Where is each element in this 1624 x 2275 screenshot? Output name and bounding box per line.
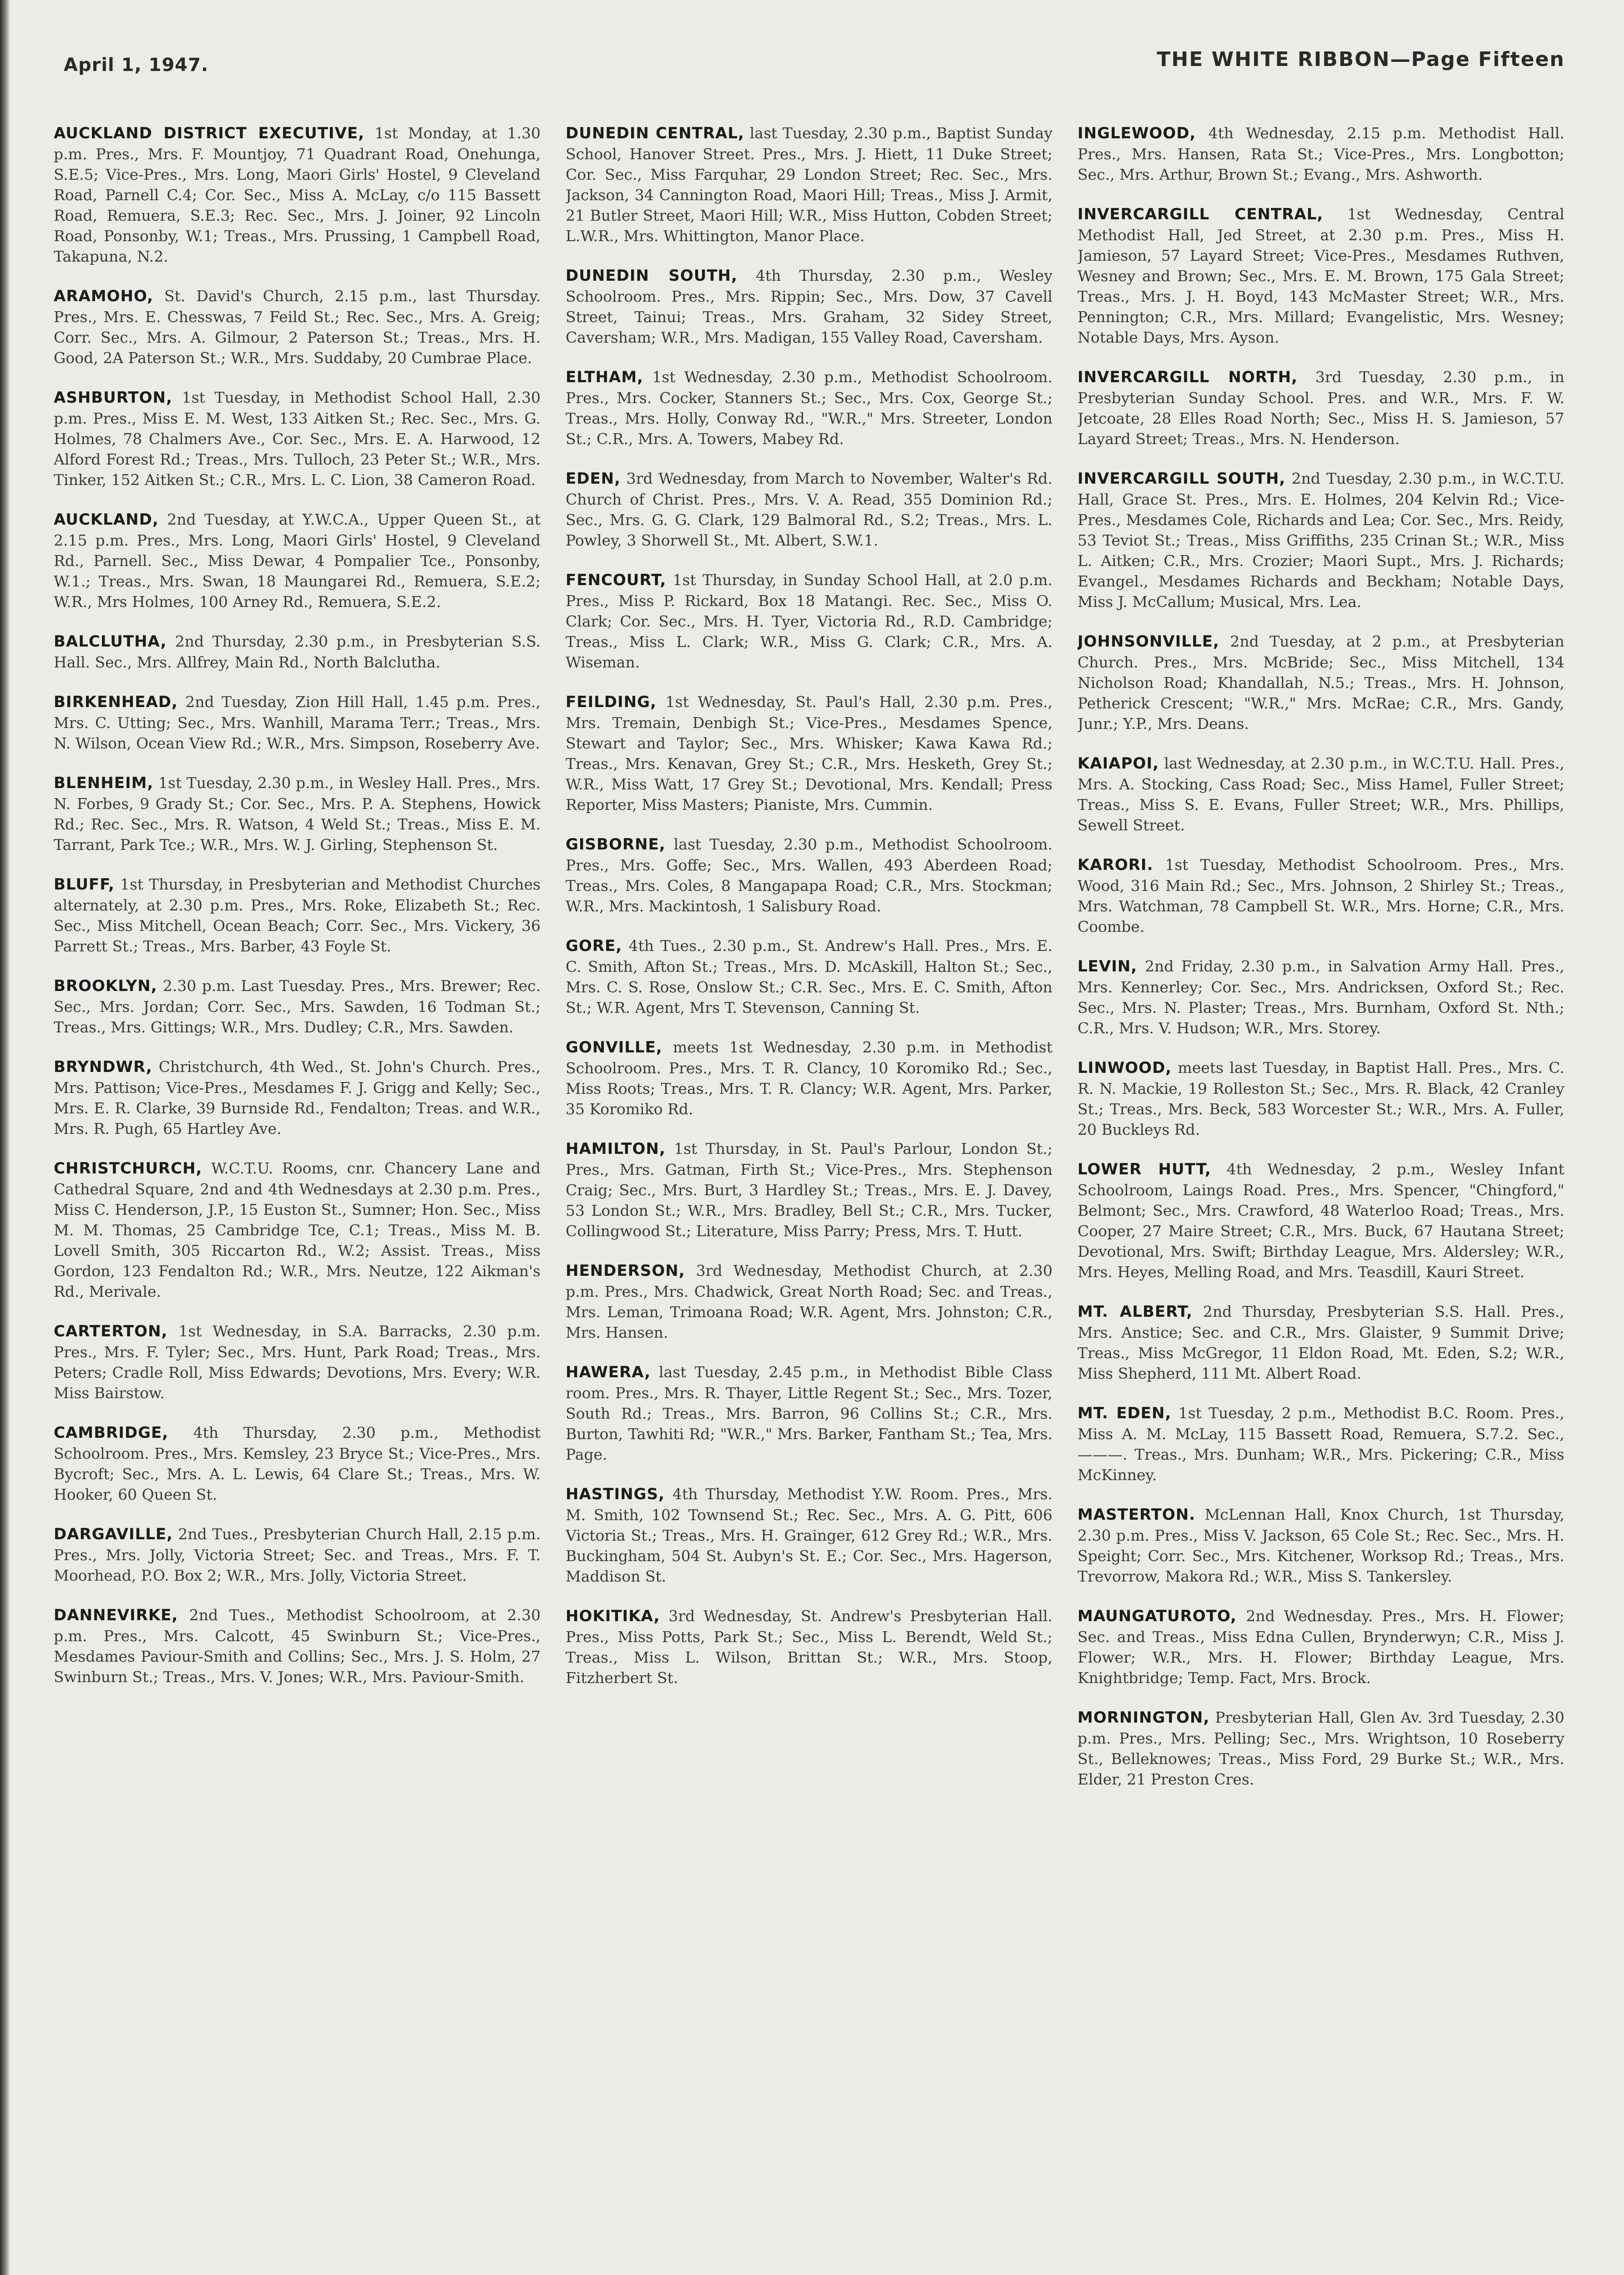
branch-name: HOKITIKA, xyxy=(566,1607,660,1625)
branch-name: DUNEDIN CENTRAL, xyxy=(566,124,744,142)
branch-details: 1st Thursday, in Sunday School Hall, at 2.0 p.m. Pres., Miss P. Rickard, Box 18 Matangi. Rec. Sec., Miss O. Clark; Cor. Sec., Mrs. H. Tyer, Victoria Rd., R.D. Cambridge; Treas., Miss L. Clark; W.R., Miss G. Clark; C.R., Mrs. A. Wiseman. xyxy=(566,571,1052,671)
branch-name: FENCOURT, xyxy=(566,571,667,589)
branch-entry xyxy=(1078,631,1564,734)
branch-name: ELTHAM, xyxy=(566,368,643,386)
branch-details: last Tuesday, 2.30 p.m., Methodist Schoolroom. Pres., Mrs. Goffe; Sec., Mrs. Wallen, 493 Aberdeen Road; Treas., Mrs. Coles, 8 Mangapapa Road; C.R., Mrs. Stockman; W.R., Mrs. Mackintosh, 1 Salisbury Road. xyxy=(566,835,1052,915)
branch-details: 1st Monday, at 1.30 p.m. Pres., Mrs. F. Mountjoy, 71 Quadrant Road, Onehunga, S.E.5; Vice-Pres., Mrs. Long, Maori Girls' Hostel, 9 Cleveland Road, Parnell C.4; Cor. Sec., Miss A. McLay, c/o 115 Bassett Road, Remuera, S.E.3; Rec. Sec., Mrs. J. Joiner, 92 Lincoln Road, Ponsonby, W.1; Treas., Mrs. Prussing, 1 Campbell Road, Takapuna, N.2. xyxy=(54,124,541,265)
branch-entry xyxy=(566,468,1052,551)
branch-details: 2nd Tues., Presbyterian Church Hall, 2.15 p.m. Pres., Mrs. Jolly, Victoria Street; Sec. and Treas., Mrs. F. T. Moorhead, P.O. Box 2; W.R., Mrs. Jolly, Victoria Street. xyxy=(54,1525,541,1584)
branch-details: Christchurch, 4th Wed., St. John's Church. Pres., Mrs. Pattison; Vice-Pres., Mesdames F. J. Grigg and Kelly; Sec., Mrs. E. R. Clarke, 39 Burnside Rd., Fendalton; Treas. and W.R., Mrs. R. Pugh, 65 Hartley Ave. xyxy=(54,1058,541,1138)
branch-details: 1st Tuesday, in Methodist School Hall, 2.30 p.m. Pres., Miss E. M. West, 133 Aitken St.; Rec. Sec., Mrs. G. Holmes, 78 Chalmers Ave., Cor. Sec., Mrs. E. A. Harwood, 12 Alford Forest Rd.; Treas., Mrs. Tulloch, 23 Peter St.; W.R., Mrs. Tinker, 152 Aitken St.; C.R., Mrs. L. C. Lion, 38 Cameron Road. xyxy=(54,389,541,489)
branch-entry xyxy=(54,387,541,490)
branch-name: CAMBRIDGE, xyxy=(54,1424,169,1442)
publication-title: THE WHITE RIBBON—Page Fifteen xyxy=(1157,48,1565,71)
branch-details: 1st Tuesday, 2.30 p.m., in Wesley Hall. Pres., Mrs. N. Forbes, 9 Grady St.; Cor. Sec., Mrs. P. A. Stephens, Howick Rd.; Rec. Sec., Mrs. R. Watson, 4 Weld St.; Treas., Miss E. M. Tarrant, Park Tce.; W.R., Mrs. W. J. Girling, Stephenson St. xyxy=(54,774,541,854)
branch-details: 2nd Thursday, 2.30 p.m., in Presbyterian S.S. Hall. Sec., Mrs. Allfrey, Main Rd., North Balclutha. xyxy=(54,632,541,671)
branch-entry xyxy=(1078,1159,1564,1282)
branch-entry xyxy=(54,874,541,956)
branch-entry xyxy=(54,509,541,612)
branch-entry xyxy=(1078,204,1564,348)
branch-entry xyxy=(566,265,1052,348)
branch-name: ARAMOHO, xyxy=(54,287,154,305)
branch-details: W.C.T.U. Rooms, cnr. Chancery Lane and Cathedral Square, 2nd and 4th Wednesdays at 2.30 p.m. Pres., Miss C. Henderson, J.P., 15 Euston St., Sumner; Hon. Sec., Miss M. M. Thomas, 25 Cambridge Tce, C.1; Treas., Miss M. B. Lovell Smith, 305 Riccarton Rd., W.2; Assist. Treas., Miss Gordon, 123 Fendalton Rd.; W.R., Mrs. Neutze, 122 Aikman's Rd., Merivale. xyxy=(54,1159,541,1300)
branch-name: BROOKLYN, xyxy=(54,977,157,995)
branch-entry xyxy=(54,1321,541,1403)
branch-details: Presbyterian Hall, Glen Av. 3rd Tuesday, 2.30 p.m. Pres., Mrs. Pelling; Sec., Mrs. Wrightson, 10 Roseberry St., Belleknowes; Treas., Miss Ford, 29 Burke St.; W.R., Mrs. Elder, 21 Preston Cres. xyxy=(1078,1709,1564,1788)
branch-name: HAWERA, xyxy=(566,1363,651,1381)
branch-entry xyxy=(566,834,1052,916)
branch-details: 1st Tuesday, Methodist Schoolroom. Pres., Mrs. Wood, 316 Main Rd.; Sec., Mrs. Johnson, 2 Shirley St.; Treas., Mrs. Watchman, 78 Campbell St. W.R., Mrs. Horne; C.R., Mrs. Coombe. xyxy=(1078,856,1564,935)
branch-details: 4th Thursday, 2.30 p.m., Wesley Schoolroom. Pres., Mrs. Rippin; Sec., Mrs. Dow, 37 Cavell Street, Tainui; Treas., Mrs. Graham, 32 Sidey Street, Caversham; W.R., Mrs. Madigan, 155 Valley Road, Caversham. xyxy=(566,267,1052,346)
branch-name: EDEN, xyxy=(566,470,621,488)
branch-entry xyxy=(566,123,1052,246)
branch-name: DARGAVILLE, xyxy=(54,1525,173,1543)
branch-details: 2nd Tues., Methodist Schoolroom, at 2.30 p.m. Pres., Mrs. Calcott, 45 Swinburn St.; Vice-Pres., Mesdames Paviour-Smith and Collins; Sec., Mrs. J. S. Holm, 27 Swinburn St.; Treas., Mrs. V. Jones; W.R., Mrs. Paviour-Smith. xyxy=(54,1606,541,1686)
branch-entry xyxy=(1078,1606,1564,1688)
branch-details: St. David's Church, 2.15 p.m., last Thursday. Pres., Mrs. E. Chesswas, 7 Feild St.; Rec. Sec., Mrs. A. Greig; Corr. Sec., Mrs. A. Gilmour, 2 Paterson St.; Treas., Mrs. H. Good, 2A Paterson St.; W.R., Mrs. Suddaby, 20 Cumbrae Place. xyxy=(54,287,541,367)
branch-name: LEVIN, xyxy=(1078,957,1138,976)
branch-name: INVERCARGILL SOUTH, xyxy=(1078,470,1286,488)
branch-details: 3rd Wednesday, Methodist Church, at 2.30 p.m. Pres., Mrs. Chadwick, Great North Road; Sec. and Treas., Mrs. Leman, Trimoana Road; W.R. Agent, Mrs. Johnston; C.R., Mrs. Hansen. xyxy=(566,1262,1052,1341)
branch-name: GONVILLE, xyxy=(566,1038,663,1057)
branch-name: BLUFF, xyxy=(54,875,115,894)
branch-details: 4th Wednesday, 2.15 p.m. Methodist Hall. Pres., Mrs. Hansen, Rata St.; Vice-Pres., Mrs. Longbotton; Sec., Mrs. Arthur, Brown St.; Evang., Mrs. Ashworth. xyxy=(1078,124,1564,183)
branch-entry xyxy=(1078,1403,1564,1485)
branch-entry xyxy=(1078,367,1564,449)
branch-entry xyxy=(566,1362,1052,1465)
branch-name: GISBORNE, xyxy=(566,835,666,854)
branch-details: 4th Thursday, 2.30 p.m., Methodist Schoolroom. Pres., Mrs. Kemsley, 23 Bryce St.; Vice-Pres., Mrs. Bycroft; Sec., Mrs. A. L. Lewis, 64 Clare St.; Treas., Mrs. W. Hooker, 60 Queen St. xyxy=(54,1424,541,1503)
branch-details: 4th Tues., 2.30 p.m., St. Andrew's Hall. Pres., Mrs. E. C. Smith, Afton St.; Treas., Mrs. D. McAskill, Halton St.; Sec., Mrs. C. S. Rose, Onslow St.; C.R. Sec., Mrs. E. C. Smith, Afton St.; W.R. Agent, Mrs T. Stevenson, Canning St. xyxy=(566,937,1052,1016)
page-header xyxy=(59,46,1565,86)
column-3 xyxy=(1078,123,1564,2275)
branch-entry xyxy=(566,692,1052,815)
branch-entry xyxy=(1078,1301,1564,1384)
branch-details: McLennan Hall, Knox Church, 1st Thursday, 2.30 p.m. Pres., Miss V. Jackson, 65 Cole St.; Rec. Sec., Mrs. H. Speight; Corr. Sec., Mrs. Kitchener, Worksop Rd.; Treas., Mrs. Trevorrow, Makora Rd.; W.R., Miss S. Tankersley. xyxy=(1078,1506,1564,1585)
branch-entry xyxy=(54,1422,541,1505)
column-1 xyxy=(54,123,541,2275)
branch-details: 2nd Wednesday. Pres., Mrs. H. Flower; Sec. and Treas., Miss Edna Cullen, Brynderwyn; C.R., Miss J. Flower; W.R., Mrs. H. Flower; Birthday League, Mrs. Knightbridge; Temp. Fact, Mrs. Brock. xyxy=(1078,1607,1564,1687)
branch-name: MORNINGTON, xyxy=(1078,1709,1210,1727)
branch-entry xyxy=(54,976,541,1037)
branch-entry xyxy=(566,367,1052,449)
branch-details: 1st Thursday, in Presbyterian and Methodist Churches alternately, at 2.30 p.m. Pres., Mrs. Roke, Elizabeth St.; Rec. Sec., Miss Mitchell, Ocean Beach; Corr. Sec., Mrs. Vickery, 36 Parrett St.; Treas., Mrs. Barber, 43 Foyle St. xyxy=(54,875,541,955)
branch-name: BIRKENHEAD, xyxy=(54,693,178,711)
column-2 xyxy=(566,123,1052,2275)
branch-entry xyxy=(54,123,541,267)
branch-name: MASTERTON. xyxy=(1078,1506,1196,1524)
branch-details: 1st Wednesday, in S.A. Barracks, 2.30 p.m. Pres., Mrs. F. Tyler; Sec., Mrs. Hunt, Park Road; Treas., Mrs. Peters; Cradle Roll, Miss Edwards; Devotions, Mrs. Every; W.R. Miss Bairstow. xyxy=(54,1322,541,1402)
branch-name: KARORI. xyxy=(1078,856,1153,874)
branch-name: ASHBURTON, xyxy=(54,389,172,407)
branch-details: last Wednesday, at 2.30 p.m., in W.C.T.U. Hall. Pres., Mrs. A. Stocking, Cass Road; Sec., Miss Hamel, Fuller Street; Treas., Miss S. E. Evans, Fuller Street; W.R., Mrs. Phillips, Sewell Street. xyxy=(1078,754,1564,834)
branch-name: FEILDING, xyxy=(566,693,657,711)
branch-name: LOWER HUTT, xyxy=(1078,1160,1211,1178)
branch-entry xyxy=(566,935,1052,1018)
branch-entry xyxy=(566,1037,1052,1119)
branch-entry xyxy=(54,773,541,855)
branch-details: 2.30 p.m. Last Tuesday. Pres., Mrs. Brewer; Rec. Sec., Mrs. Jordan; Corr. Sec., Mrs. Sawden, 16 Todman St.; Treas., Mrs. Gittings; W.R., Mrs. Dudley; C.R., Mrs. Sawden. xyxy=(54,977,541,1036)
branch-entry xyxy=(54,1605,541,1687)
branch-entry xyxy=(566,1138,1052,1241)
branch-name: INVERCARGILL NORTH, xyxy=(1078,368,1298,386)
branch-name: BALCLUTHA, xyxy=(54,632,167,651)
branch-name: INGLEWOOD, xyxy=(1078,124,1196,142)
branch-name: AUCKLAND, xyxy=(54,511,159,529)
branch-details: 3rd Wednesday, St. Andrew's Presbyterian Hall. Pres., Miss Potts, Park St.; Sec., Miss L. Berendt, Weld St.; Treas., Miss L. Wilson, Brittan St.; W.R., Mrs. Stoop, Fitzherbert St. xyxy=(566,1607,1052,1687)
branch-entry xyxy=(566,1484,1052,1587)
branch-entry xyxy=(1078,854,1564,937)
branch-entry xyxy=(1078,123,1564,185)
branch-entry xyxy=(1078,753,1564,835)
branch-details: 3rd Wednesday, from March to November, Walter's Rd. Church of Christ. Pres., Mrs. V. A. Read, 355 Dominion Rd.; Sec., Mrs. G. G. Clark, 129 Balmoral Rd., S.2; Treas., Mrs. L. Powley, 3 Shorwell St., Mt. Albert, S.W.1. xyxy=(566,470,1052,549)
branch-name: CHRISTCHURCH, xyxy=(54,1159,202,1178)
branch-entry xyxy=(54,1057,541,1139)
branch-name: BRYNDWR, xyxy=(54,1058,152,1076)
directory-columns xyxy=(54,123,1564,2275)
branch-details: meets 1st Wednesday, 2.30 p.m. in Methodist Schoolroom. Pres., Mrs. T. R. Clancy, 10 Koromiko Rd.; Sec., Miss Roots; Treas., Mrs. T. R. Clancy; W.R. Agent, Mrs. Parker, 35 Koromiko Rd. xyxy=(566,1038,1052,1118)
branch-details: last Tuesday, 2.30 p.m., Baptist Sunday School, Hanover Street. Pres., Mrs. J. Hiett, 11 Duke Street; Cor. Sec., Miss Farquhar, 29 London Street; Rec. Sec., Mrs. Jackson, 34 Cannington Road, Maori Hill; Treas., Miss J. Armit, 21 Butler Street, Maori Hill; W.R., Miss Hutton, Cobden Street; L.W.R., Mrs. Whittington, Manor Place. xyxy=(566,124,1052,245)
branch-name: KAIAPOI, xyxy=(1078,754,1159,773)
branch-entry xyxy=(54,631,541,672)
branch-name: HAMILTON, xyxy=(566,1140,666,1158)
branch-details: 1st Thursday, in St. Paul's Parlour, London St.; Pres., Mrs. Gatman, Firth St.; Vice-Pres., Mrs. Stephenson Craig; Sec., Mrs. Burt, 3 Hardley St.; Treas., Mrs. E. J. Davey, 53 London St.; W.R., Mrs. Bradley, Bell St.; C.R., Mrs. Tucker, Collingwood St.; Literature, Miss Parry; Press, Mrs. T. Hutt. xyxy=(566,1140,1052,1240)
branch-name: MAUNGATUROTO, xyxy=(1078,1607,1237,1625)
branch-details: 2nd Tuesday, Zion Hill Hall, 1.45 p.m. Pres., Mrs. C. Utting; Sec., Mrs. Wanhill, Marama Terr.; Treas., Mrs. N. Wilson, Ocean View Rd.; W.R., Mrs. Simpson, Roseberry Ave. xyxy=(54,693,541,752)
branch-name: MT. EDEN, xyxy=(1078,1404,1172,1422)
branch-name: BLENHEIM, xyxy=(54,774,154,792)
branch-entry xyxy=(1078,1057,1564,1140)
branch-details: 1st Wednesday, Central Methodist Hall, Jed Street, at 2.30 p.m. Pres., Miss H. Jamieson, 57 Layard Street; Vice-Pres., Mesdames Ruthven, Wesney and Brown; Sec., Mrs. E. M. Brown, 175 Gala Street; Treas., Mrs. J. H. Boyd, 143 McMaster Street; W.R., Mrs. Pennington; C.R., Mrs. Millard; Evangelistic, Mrs. Wesney; Notable Days, Mrs. Ayson. xyxy=(1078,205,1564,346)
branch-details: meets last Tuesday, in Baptist Hall. Pres., Mrs. C. R. N. Mackie, 19 Rolleston St.; Sec., Mrs. R. Black, 42 Cranley St.; Treas., Mrs. Beck, 583 Worcester St.; W.R., Mrs. A. Fuller, 20 Buckleys Rd. xyxy=(1078,1059,1564,1138)
branch-details: last Tuesday, 2.45 p.m., in Methodist Bible Class room. Pres., Mrs. R. Thayer, Little Regent St.; Sec., Mrs. Tozer, South Rd.; Treas., Mrs. Barron, 96 Collins St.; C.R., Mrs. Burton, Tawhiti Rd; "W.R.," Mrs. Barker, Fantham St.; Tea, Mrs. Page. xyxy=(566,1363,1052,1463)
branch-name: GORE, xyxy=(566,937,622,955)
branch-name: LINWOOD, xyxy=(1078,1059,1172,1077)
branch-name: JOHNSONVILLE, xyxy=(1078,632,1219,651)
branch-name: DUNEDIN SOUTH, xyxy=(566,267,738,285)
branch-entry xyxy=(54,1524,541,1586)
branch-entry xyxy=(1078,956,1564,1038)
branch-name: CARTERTON, xyxy=(54,1322,168,1340)
branch-name: AUCKLAND DISTRICT EXECUTIVE, xyxy=(54,124,365,142)
branch-entry xyxy=(566,570,1052,672)
branch-details: 3rd Tuesday, 2.30 p.m., in Presbyterian Sunday School. Pres. and W.R., Mrs. F. W. Jetcoate, 28 Elles Road North; Sec., Miss H. S. Jamieson, 57 Layard Street; Treas., Mrs. N. Henderson. xyxy=(1078,368,1564,448)
branch-name: MT. ALBERT, xyxy=(1078,1303,1193,1321)
page-binding-edge xyxy=(0,0,10,2275)
branch-details: 2nd Friday, 2.30 p.m., in Salvation Army Hall. Pres., Mrs. Kennerley; Cor. Sec., Mrs. Andricksen, Oxford St.; Rec. Sec., Mrs. N. Plaster; Treas., Mrs. Burnham, Oxford St. Nth.; C.R., Mrs. V. Hudson; W.R., Mrs. Storey. xyxy=(1078,957,1564,1037)
branch-details: 1st Tuesday, 2 p.m., Methodist B.C. Room. Pres., Miss A. M. McLay, 115 Bassett Road, Remuera, S.7.2. Sec., ———. Treas., Mrs. Dunham; W.R., Mrs. Pickering; C.R., Miss McKinney. xyxy=(1078,1404,1564,1484)
branch-details: 1st Wednesday, St. Paul's Hall, 2.30 p.m. Pres., Mrs. Tremain, Denbigh St.; Vice-Pres., Mesdames Spence, Stewart and Taylor; Sec., Mrs. Whisker; Kawa Kawa Rd.; Treas., Mrs. Kenavan, Grey St.; C.R., Mrs. Hesketh, Grey St.; W.R., Miss Watt, 17 Grey St.; Devotional, Mrs. Kendall; Press Reporter, Miss Masters; Pianiste, Mrs. Cummin. xyxy=(566,693,1052,814)
branch-details: 2nd Tuesday, at 2 p.m., at Presbyterian Church. Pres., Mrs. McBride; Sec., Miss Mitchell, 134 Nicholson Road; Khandallah, N.5.; Treas., Mrs. H. Johnson, Petherick Crescent; "W.R.," Mrs. McRae; C.R., Mrs. Gandy, Junr.; Y.P., Mrs. Deans. xyxy=(1078,632,1564,733)
branch-name: INVERCARGILL CENTRAL, xyxy=(1078,205,1324,223)
branch-name: DANNEVIRKE, xyxy=(54,1606,178,1624)
branch-name: HASTINGS, xyxy=(566,1485,665,1503)
branch-details: 4th Thursday, Methodist Y.W. Room. Pres., Mrs. M. Smith, 102 Townsend St.; Rec. Sec., Mrs. A. G. Pitt, 606 Victoria St.; Treas., Mrs. H. Grainger, 612 Grey Rd.; W.R., Mrs. Buckingham, 504 St. Aubyn's St. E.; Cor. Sec., Mrs. Hagerson, Maddison St. xyxy=(566,1485,1052,1585)
branch-entry xyxy=(566,1606,1052,1688)
branch-details: 2nd Thursday, Presbyterian S.S. Hall. Pres., Mrs. Anstice; Sec. and C.R., Mrs. Glaister, 9 Summit Drive; Treas., Miss McGregor, 11 Eldon Road, Mt. Eden, S.2; W.R., Miss Shepherd, 111 Mt. Albert Road. xyxy=(1078,1303,1564,1382)
branch-details: 2nd Tuesday, at Y.W.C.A., Upper Queen St., at 2.15 p.m. Pres., Mrs. Long, Maori Girls' Hostel, 9 Cleveland Rd., Parnell. Sec., Miss Dewar, 4 Pompalier Tce., Ponsonby, W.1.; Treas., Mrs. Swan, 18 Maungarei Rd., Remuera, S.E.2; W.R., Mrs Holmes, 100 Arney Rd., Remuera, S.E.2. xyxy=(54,511,541,611)
branch-entry xyxy=(1078,1707,1564,1790)
branch-entry xyxy=(54,692,541,753)
branch-entry xyxy=(54,286,541,368)
branch-entry xyxy=(566,1260,1052,1343)
branch-name: HENDERSON, xyxy=(566,1262,685,1280)
branch-entry xyxy=(54,1158,541,1302)
branch-entry xyxy=(1078,1504,1564,1587)
branch-details: 4th Wednesday, 2 p.m., Wesley Infant Schoolroom, Laings Road. Pres., Mrs. Spencer, "Chingford," Belmont; Sec., Mrs. Crawford, 48 Waterloo Road; Treas., Mrs. Cooper, 27 Maire Street; C.R., Mrs. Buck, 67 Hautana Street; Devotional, Mrs. Swift; Birthday League, Mrs. Aldersley; W.R., Mrs. Heyes, Melling Road, and Mrs. Teasdill, Kauri Street. xyxy=(1078,1160,1564,1281)
issue-date: April 1, 1947. xyxy=(64,55,209,76)
branch-details: 2nd Tuesday, 2.30 p.m., in W.C.T.U. Hall, Grace St. Pres., Mrs. E. Holmes, 204 Kelvin Rd.; Vice-Pres., Mesdames Cole, Richards and Lea; Cor. Sec., Mrs. Reidy, 53 Teviot St.; Treas., Miss Griffiths, 235 Crinan St.; W.R., Miss L. Aitken; C.R., Mrs. Crozier; Maori Supt., Mrs. J. Richards; Evangel., Mesdames Richards and Beckham; Notable Days, Miss J. McCallum; Musical, Mrs. Lea. xyxy=(1078,470,1564,611)
branch-entry xyxy=(1078,468,1564,612)
branch-details: 1st Wednesday, 2.30 p.m., Methodist Schoolroom. Pres., Mrs. Cocker, Stanners St.; Sec., Mrs. Cox, George St.; Treas., Mrs. Holly, Conway Rd., "W.R.," Mrs. Streeter, London St.; C.R., Mrs. A. Towers, Mabey Rd. xyxy=(566,368,1052,448)
